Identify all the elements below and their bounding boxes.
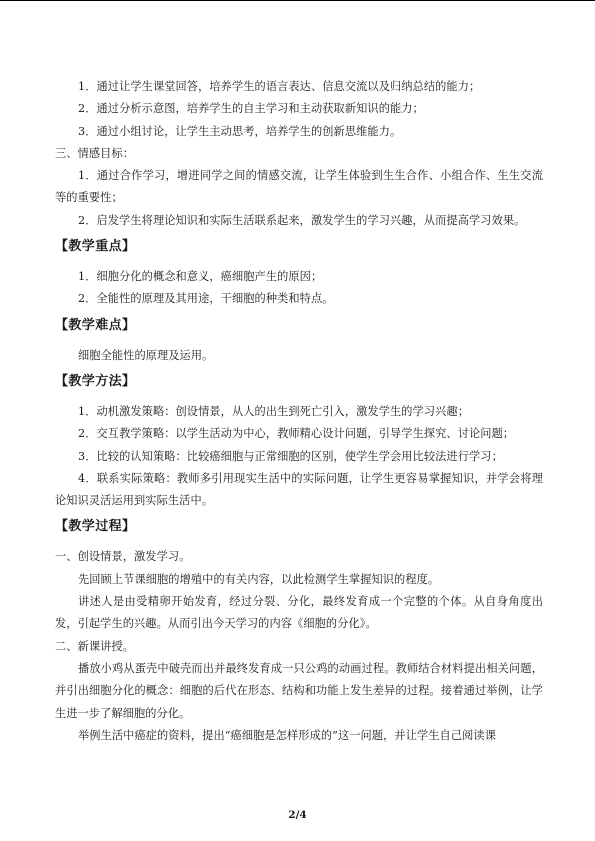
method-2: 2．交互教学策略：以学生活动为中心，教师精心设计问题，引导学生探究、讨论问题； <box>78 427 515 441</box>
emotion-goal-heading: 三、情感目标： <box>55 146 135 160</box>
ability-goal-2: 2．通过分析示意图，培养学生的自主学习和主动获取新知识的能力； <box>78 102 424 116</box>
process-step-2-para-1: 播放小鸡从蛋壳中破壳而出并最终发育成一只公鸡的动画过程。教师结合材料提出相关问题，并引出细胞分化的概念：细胞的后代在形态、结构和功能上发生差异的过程。接着通过举例，让学生进一步了解细胞的分化。 <box>55 661 543 720</box>
difficulty-text: 细胞全能性的原理及运用。 <box>78 348 214 362</box>
key-point-2: 2．全能性的原理及其用途，干细胞的种类和特点。 <box>78 292 334 306</box>
ability-goal-3: 3．通过小组讨论，让学生主动思考，培养学生的创新思维能力。 <box>78 124 402 138</box>
emotion-goal-2: 2．启发学生将理论知识和实际生活联系起来，激发学生的学习兴趣，从而提高学习效果。 <box>78 213 526 227</box>
key-point-1: 1．细胞分化的概念和意义，癌细胞产生的原因； <box>78 270 323 284</box>
key-points-heading: 【教学重点】 <box>55 239 136 255</box>
process-step-1-title: 一、创设情景，激发学习。 <box>55 550 191 564</box>
page-top-rule <box>0 0 595 1</box>
method-3: 3．比较的认知策略：比较癌细胞与正常细胞的区别，使学生学会用比较法进行学习； <box>78 449 503 463</box>
methods-heading: 【教学方法】 <box>55 373 136 389</box>
process-step-2-title: 二、新课讲授。 <box>55 639 135 653</box>
process-heading: 【教学过程】 <box>55 519 136 535</box>
method-4: 4．联系实际策略：教师多引用现实生活中的实际问题，让学生更容易掌握知识，并学会将理论知识灵活运用到实际生活中。 <box>55 471 543 508</box>
ability-goal-1: 1．通过让学生课堂回答，培养学生的语言表达、信息交流以及归纳总结的能力； <box>78 80 481 93</box>
difficulty-heading: 【教学难点】 <box>55 317 136 333</box>
process-step-1-para-1: 先回顾上节课细胞的增殖中的有关内容，以此检测学生掌握知识的程度。 <box>78 572 440 586</box>
document-body <box>55 76 543 747</box>
process-step-2-para-2: 举例生活中癌症的资料，提出“癌细胞是怎样形成的”这一问题，并让学生自己阅读课 <box>78 728 496 742</box>
emotion-goal-1: 1．通过合作学习，增进同学之间的情感交流，让学生体验到生生合作、小组合作、生生交流等的重要性； <box>55 169 543 205</box>
method-1: 1．动机激发策略：创设情景，从人的出生到死亡引入，激发学生的学习兴趣； <box>78 404 469 418</box>
page-number: 2/4 <box>288 809 307 821</box>
process-step-1-para-2: 讲述人是由受精卵开始发育，经过分裂、分化，最终发育成一个完整的个体。从自身角度出发，引起学生的兴趣。从而引出今天学习的内容《细胞的分化》。 <box>55 595 543 631</box>
